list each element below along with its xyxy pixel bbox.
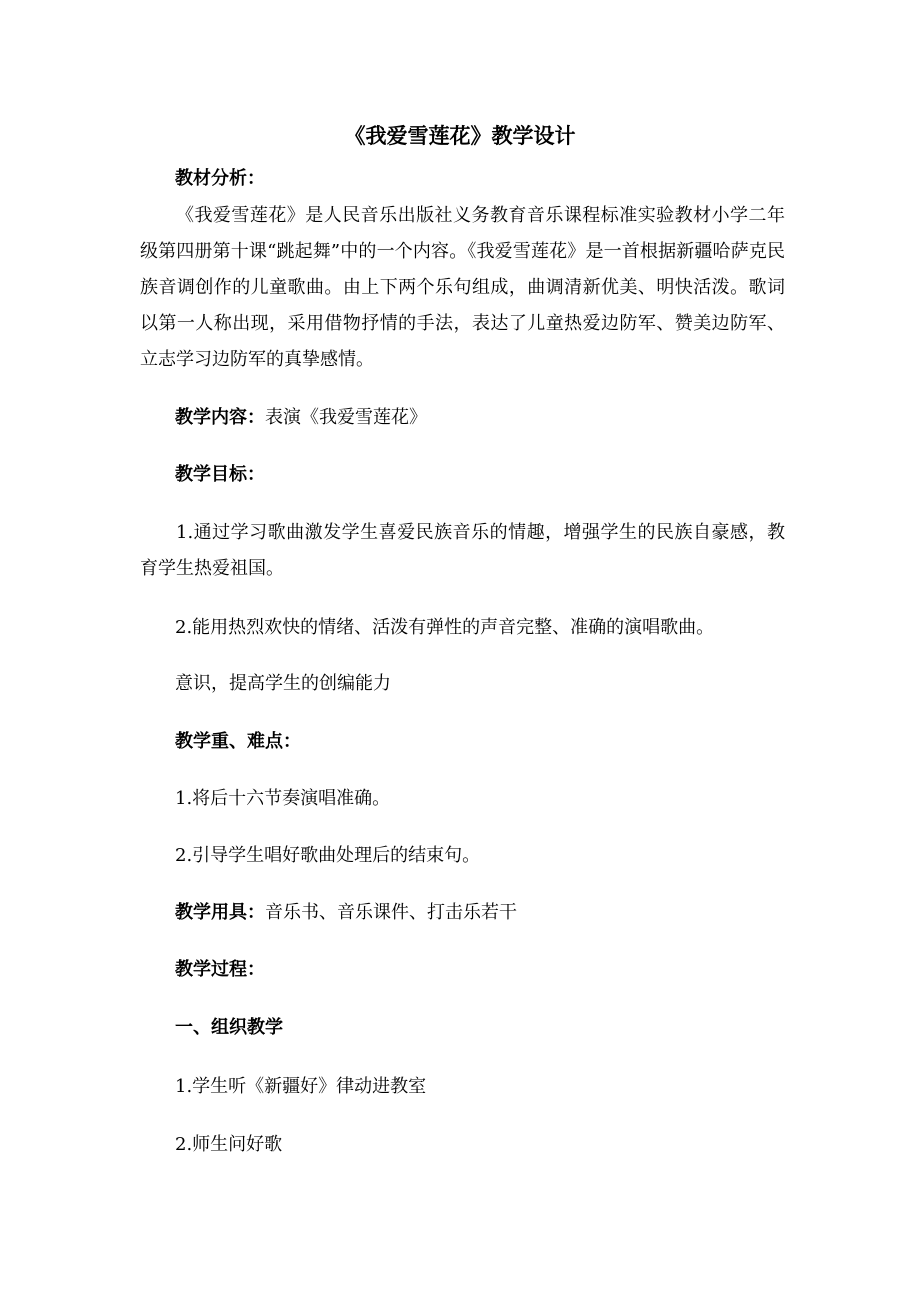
key-point-item-1: 1.将后十六节奏演唱准确。 xyxy=(175,788,391,809)
teaching-content-value: 表演《我爱雪莲花》 xyxy=(265,407,427,428)
process-section-1: 一、组织教学 xyxy=(175,1017,283,1038)
process-heading: 教学过程： xyxy=(175,959,265,980)
goals-heading: 教学目标： xyxy=(175,464,265,485)
teaching-tools-value: 音乐书、音乐课件、打击乐若干 xyxy=(265,902,517,923)
process-item-2: 2.师生问好歌 xyxy=(175,1134,283,1155)
goal-item-2: 2.能用热烈欢快的情绪、活泼有弹性的声音完整、准确的演唱歌曲。 xyxy=(175,617,715,638)
document-title: 《我爱雪莲花》教学设计 xyxy=(344,124,576,148)
key-point-item-2: 2.引导学生唱好歌曲处理后的结束句。 xyxy=(175,845,481,866)
process-item-1: 1.学生听《新疆好》律动进教室 xyxy=(175,1076,427,1097)
key-points-heading: 教学重、难点： xyxy=(175,731,301,752)
teaching-tools-label: 教学用具： xyxy=(175,902,265,923)
analysis-heading: 教材分析： xyxy=(175,168,265,189)
goal-item-3: 意识，提高学生的创编能力 xyxy=(175,673,391,694)
analysis-paragraph: 《我爱雪莲花》是人民音乐出版社义务教育音乐课程标准实验教材小学二年级第四册第十课“跳起舞”中的一个内容。《我爱雪莲花》是一首根据新疆哈萨克民族音调创作的儿童歌曲。由上下两个乐句组成，曲调清新优美、明快活泼。歌词以第一人称出现，采用借物抒情的手法，表达了儿童热爱边防军、赞美边防军、立志学习边防军的真挚感情。 xyxy=(140,205,785,370)
teaching-content-label: 教学内容： xyxy=(175,407,265,428)
teaching-tools-line xyxy=(175,899,517,927)
goal-item-1: 1.通过学习歌曲激发学生喜爱民族音乐的情趣，增强学生的民族自豪感，教育学生热爱祖国。 xyxy=(140,522,785,579)
teaching-content-line xyxy=(175,404,427,432)
